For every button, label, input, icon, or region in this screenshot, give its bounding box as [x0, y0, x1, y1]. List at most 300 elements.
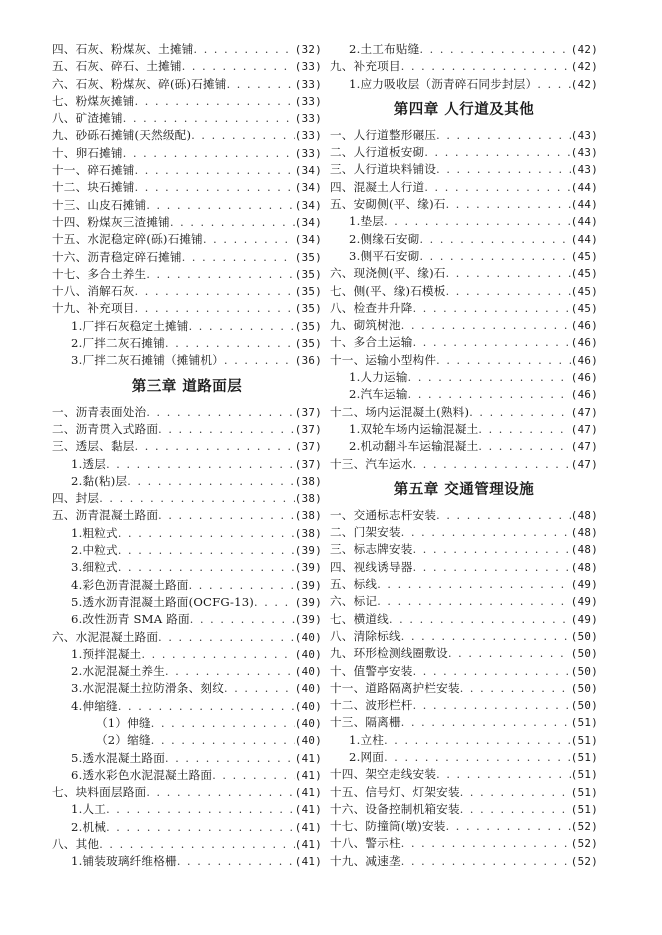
toc-entry-title: 1.垫层	[349, 214, 385, 229]
dot-leader	[401, 835, 571, 852]
dot-leader	[158, 629, 295, 646]
toc-entry-title: 2.土工布贴缝	[349, 42, 420, 56]
toc-entry-title: 六、水泥混凝土路面	[52, 629, 159, 644]
toc-entry[interactable]	[52, 490, 322, 507]
toc-entry-title: 十九、补充项目	[52, 301, 135, 316]
toc-entry-page: (47)	[570, 457, 598, 471]
toc-entry-page: (51)	[570, 785, 598, 799]
toc-entry-title: 3.厂拌二灰石摊铺（摊铺机）	[71, 353, 224, 368]
toc-entry-page: (48)	[570, 543, 598, 557]
dot-leader	[224, 352, 295, 369]
toc-entry-title: 2.汽车运输	[349, 387, 408, 402]
toc-entry-page: (41)	[294, 838, 322, 852]
toc-entry-title: 十七、防撞筒(墩)安装	[330, 819, 446, 834]
toc-entry-page: (35)	[294, 267, 322, 281]
toc-entry-page: (42)	[570, 43, 598, 56]
dot-leader	[106, 456, 295, 473]
dot-leader	[460, 801, 571, 818]
toc-entry-page: (50)	[570, 647, 598, 661]
toc-entry-page: (37)	[294, 422, 322, 436]
toc-entry[interactable]	[52, 283, 322, 300]
chapter-heading: 第三章 道路面层	[131, 378, 243, 395]
toc-entry-title: 十二、场内运混凝土(熟料)	[330, 404, 470, 419]
dot-leader	[436, 507, 571, 524]
toc-entry[interactable]	[330, 334, 598, 351]
dot-leader	[401, 853, 571, 870]
toc-entry-page: (39)	[294, 613, 322, 627]
toc-entry[interactable]	[330, 196, 598, 213]
dot-leader	[151, 715, 295, 732]
toc-entry[interactable]	[52, 507, 322, 524]
toc-entry[interactable]	[330, 835, 598, 852]
toc-entry-title: 六、标记	[330, 594, 378, 609]
toc-entry[interactable]	[330, 369, 598, 386]
toc-entry[interactable]	[52, 421, 322, 438]
toc-entry[interactable]	[330, 697, 598, 714]
dot-leader	[408, 386, 571, 403]
toc-entry-page: (42)	[570, 77, 598, 91]
toc-entry-title: 4.彩色沥青混凝土路面	[71, 577, 189, 592]
dot-leader	[135, 162, 295, 179]
toc-entry[interactable]	[330, 179, 598, 196]
toc-entry[interactable]	[52, 542, 322, 559]
toc-entry-page: (40)	[294, 647, 322, 661]
dot-leader	[118, 698, 295, 715]
toc-entry[interactable]	[52, 352, 322, 369]
dot-leader	[384, 213, 571, 230]
dot-leader	[389, 611, 571, 628]
toc-entry[interactable]	[52, 732, 322, 749]
dot-leader	[401, 58, 571, 75]
toc-entry-title: 四、混凝土人行道	[330, 179, 425, 194]
toc-entry-page: (51)	[570, 802, 598, 816]
toc-entry-title: 5.透水混凝土路面	[71, 750, 166, 765]
dot-leader	[537, 76, 570, 93]
dot-leader	[165, 663, 295, 680]
chapter-heading: 第四章 人行道及其他	[393, 101, 535, 118]
toc-entry[interactable]	[330, 248, 598, 265]
toc-entry-page: (47)	[570, 422, 598, 436]
toc-entry-page: (34)	[294, 181, 322, 195]
dot-leader	[446, 196, 571, 213]
dot-leader	[424, 144, 570, 161]
toc-entry-title: 1.透层	[71, 456, 107, 471]
toc-entry-title: 1.厂拌石灰稳定土摊铺	[71, 318, 189, 333]
toc-entry-title: 2.侧缘石安砌	[349, 231, 420, 246]
toc-entry-title: 八、检查井升降	[330, 300, 413, 315]
dot-leader	[151, 732, 295, 749]
toc-entry[interactable]	[52, 473, 322, 490]
toc-entry-page: (41)	[294, 855, 322, 869]
toc-entry[interactable]	[330, 645, 598, 662]
toc-entry[interactable]	[52, 145, 322, 162]
dot-leader	[436, 127, 571, 144]
dot-leader	[135, 283, 295, 300]
dot-leader	[446, 283, 571, 300]
toc-entry[interactable]	[330, 818, 598, 835]
toc-entry[interactable]	[330, 213, 598, 230]
toc-entry[interactable]	[52, 179, 322, 196]
toc-entry-page: (40)	[294, 665, 322, 679]
toc-entry-title: 十五、水泥稳定碎(砾)石摊铺	[52, 232, 203, 247]
toc-entry-title: 十、卵石摊铺	[52, 145, 123, 160]
dot-leader	[413, 300, 571, 317]
toc-entry-page: (40)	[294, 630, 322, 644]
toc-entry-page: (45)	[570, 249, 598, 263]
toc-entry-page: (45)	[570, 284, 598, 298]
toc-entry[interactable]	[52, 767, 322, 784]
toc-entry[interactable]	[330, 749, 598, 766]
toc-entry-page: (40)	[294, 699, 322, 713]
toc-entry[interactable]	[52, 197, 322, 214]
dot-leader	[99, 490, 295, 507]
toc-entry-page: (51)	[570, 716, 598, 730]
toc-entry[interactable]	[52, 110, 322, 127]
toc-entry[interactable]	[52, 214, 322, 231]
toc-entry-page: (38)	[294, 492, 322, 506]
toc-entry-title: 七、块料面层路面	[52, 785, 147, 800]
toc-entry-title: 一、沥青表面处治	[52, 404, 147, 419]
toc-entry[interactable]	[330, 127, 598, 144]
chapter-heading: 第五章 交通管理设施	[393, 481, 535, 498]
toc-entry[interactable]	[330, 300, 598, 317]
toc-entry-page: (35)	[294, 319, 322, 333]
toc-entry[interactable]	[330, 283, 598, 300]
toc-entry[interactable]	[52, 404, 322, 421]
dot-leader	[212, 767, 295, 784]
toc-entry-page: (40)	[294, 682, 322, 696]
toc-entry-page: (37)	[294, 405, 322, 419]
toc-entry[interactable]	[52, 698, 322, 715]
toc-entry[interactable]	[330, 507, 598, 524]
toc-entry[interactable]	[330, 541, 598, 558]
toc-entry-page: (37)	[294, 440, 322, 454]
dot-leader	[413, 663, 571, 680]
toc-entry[interactable]	[330, 144, 598, 161]
toc-entry-page: (50)	[570, 681, 598, 695]
dot-leader	[146, 404, 294, 421]
toc-entry[interactable]	[330, 559, 598, 576]
toc-entry-page: (46)	[570, 336, 598, 350]
toc-entry[interactable]	[52, 127, 322, 144]
toc-entry[interactable]	[52, 784, 322, 801]
toc-entry-title: 五、标线	[330, 577, 378, 592]
dot-leader	[227, 76, 295, 93]
dot-leader	[446, 818, 571, 835]
toc-entry-title: 三、透层、黏层	[52, 439, 135, 454]
toc-entry[interactable]	[52, 58, 322, 75]
toc-entry-title: 七、粉煤灰摊铺	[52, 93, 135, 108]
toc-entry-page: (33)	[294, 94, 322, 108]
toc-entry-page: (42)	[570, 60, 598, 74]
dot-leader	[478, 421, 570, 438]
toc-entry[interactable]	[52, 525, 322, 542]
toc-entry-page: (41)	[294, 768, 322, 782]
dot-leader	[118, 525, 295, 542]
toc-entry-page: (34)	[294, 233, 322, 247]
toc-entry-page: (38)	[294, 474, 322, 488]
dot-leader	[106, 819, 295, 836]
toc-entry-title: 十二、块石摊铺	[52, 180, 135, 195]
toc-entry[interactable]	[52, 231, 322, 248]
toc-entry-page: (46)	[570, 388, 598, 402]
toc-entry-page: (37)	[294, 457, 322, 471]
toc-entry-page: (41)	[294, 751, 322, 765]
toc-entry[interactable]	[330, 161, 598, 178]
toc-entry-page: (34)	[294, 198, 322, 212]
toc-entry[interactable]	[52, 836, 322, 853]
toc-entry-title: 1.预拌混凝土	[71, 646, 142, 661]
toc-entry-page: (40)	[294, 716, 322, 730]
toc-entry-title: 6.透水彩色水泥混凝土路面	[71, 767, 213, 782]
dot-leader	[127, 473, 295, 490]
toc-entry[interactable]	[330, 524, 598, 541]
toc-entry-page: (32)	[294, 43, 322, 56]
toc-entry-page: (44)	[570, 232, 598, 246]
toc-entry-page: (50)	[570, 629, 598, 643]
toc-entry[interactable]	[330, 404, 598, 421]
toc-entry[interactable]	[52, 335, 322, 352]
toc-entry[interactable]	[330, 611, 598, 628]
dot-leader	[401, 628, 571, 645]
toc-entry-title: 3.细粒式	[71, 560, 118, 575]
dot-leader	[141, 646, 294, 663]
dot-leader	[165, 750, 295, 767]
toc-entry[interactable]	[52, 41, 322, 58]
toc-entry-title: 1.粗粒式	[71, 525, 118, 540]
toc-entry[interactable]	[52, 300, 322, 317]
toc-entry-page: (46)	[570, 353, 598, 367]
toc-entry[interactable]	[330, 766, 598, 783]
toc-entry-title: 八、其他	[52, 837, 100, 852]
dot-leader	[460, 680, 571, 697]
dot-leader	[135, 438, 295, 455]
dot-leader	[194, 41, 295, 58]
toc-entry[interactable]	[52, 819, 322, 836]
toc-entry-title: 2.网面	[349, 749, 385, 764]
toc-entry[interactable]	[330, 352, 598, 369]
toc-entry-page: (34)	[294, 164, 322, 178]
toc-entry-page: (39)	[294, 578, 322, 592]
toc-entry-title: 八、矿渣摊铺	[52, 111, 123, 126]
toc-entry-title: 5.透水沥青混凝土路面(OCFG-13)	[71, 594, 255, 609]
toc-entry[interactable]	[52, 611, 322, 628]
dot-leader	[224, 680, 295, 697]
toc-entry-title: 二、人行道板安砌	[330, 145, 425, 160]
toc-entry[interactable]	[52, 93, 322, 110]
toc-entry[interactable]	[330, 265, 598, 282]
dot-leader	[469, 404, 571, 421]
toc-entry-title: 一、人行道整形碾压	[330, 127, 437, 142]
toc-entry[interactable]	[52, 559, 322, 576]
toc-entry-page: (50)	[570, 664, 598, 678]
dot-leader	[123, 110, 295, 127]
toc-entry[interactable]	[52, 801, 322, 818]
toc-entry-page: (39)	[294, 561, 322, 575]
toc-entry-title: 九、环形检测线圈敷设	[330, 646, 448, 661]
toc-entry[interactable]	[52, 594, 322, 611]
toc-entry[interactable]	[52, 715, 322, 732]
dot-leader	[135, 179, 295, 196]
dot-leader	[189, 318, 295, 335]
toc-entry-title: 2.机械	[71, 819, 107, 834]
dot-leader	[448, 645, 571, 662]
toc-entry-title: 四、封层	[52, 491, 100, 506]
toc-entry-title: 十一、道路隔离护栏安装	[330, 680, 460, 695]
toc-entry[interactable]	[52, 680, 322, 697]
toc-entry[interactable]	[330, 41, 598, 58]
toc-entry-page: (49)	[570, 578, 598, 592]
dot-leader	[478, 438, 570, 455]
toc-entry[interactable]	[52, 750, 322, 767]
toc-entry-page: (51)	[570, 768, 598, 782]
toc-entry[interactable]	[52, 266, 322, 283]
toc-entry[interactable]	[330, 714, 598, 731]
toc-entry-title: 十六、设备控制机箱安装	[330, 801, 460, 816]
toc-entry-page: (39)	[294, 595, 322, 609]
toc-entry[interactable]	[52, 577, 322, 594]
toc-entry-page: (45)	[570, 267, 598, 281]
dot-leader	[419, 248, 570, 265]
toc-entry-page: (49)	[570, 612, 598, 626]
toc-entry-title: 十三、隔离栅	[330, 715, 401, 730]
dot-leader	[401, 317, 571, 334]
toc-entry-title: 十、值警亭安装	[330, 663, 413, 678]
toc-entry-page: (33)	[294, 146, 322, 160]
toc-entry[interactable]	[330, 628, 598, 645]
toc-entry-title: 三、人行道块料铺设	[330, 162, 437, 177]
toc-entry[interactable]	[330, 456, 598, 473]
toc-entry[interactable]	[330, 421, 598, 438]
toc-entry[interactable]	[330, 680, 598, 697]
toc-entry[interactable]	[52, 456, 322, 473]
toc-entry[interactable]	[52, 646, 322, 663]
toc-entry-title: 十八、警示柱	[330, 836, 401, 851]
toc-entry[interactable]	[330, 784, 598, 801]
toc-entry-title: 八、清除标线	[330, 628, 401, 643]
toc-entry-page: (48)	[570, 560, 598, 574]
dot-leader	[436, 766, 571, 783]
toc-entry-page: (33)	[294, 129, 322, 143]
toc-entry-title: 十四、粉煤灰三渣摊铺	[52, 214, 170, 229]
dot-leader	[189, 577, 295, 594]
toc-entry[interactable]	[52, 76, 322, 93]
toc-entry-page: (35)	[294, 250, 322, 264]
toc-entry-title: （2）缩缝	[96, 733, 151, 748]
toc-entry[interactable]	[330, 801, 598, 818]
toc-entry-title: 六、现浇侧(平、缘)石	[330, 266, 446, 281]
dot-leader	[118, 559, 295, 576]
dot-leader	[177, 853, 295, 870]
toc-entry-title: 四、石灰、粉煤灰、土摊铺	[52, 42, 194, 56]
toc-entry-page: (46)	[570, 319, 598, 333]
toc-entry-title: 十六、沥青稳定碎石摊铺	[52, 249, 182, 264]
toc-entry-page: (51)	[570, 750, 598, 764]
toc-left-column	[52, 41, 322, 871]
toc-entry-title: 3.水泥混凝土拉防滑条、刻纹	[71, 681, 224, 696]
toc-entry-page: (45)	[570, 301, 598, 315]
toc-entry[interactable]	[330, 438, 598, 455]
toc-entry-title: 1.人工	[71, 802, 107, 817]
toc-entry-title: 十三、汽车运水	[330, 456, 413, 471]
toc-entry-title: 1.双轮车场内运输混凝土	[349, 421, 479, 436]
toc-entry-title: 十八、消解石灰	[52, 284, 135, 299]
toc-entry[interactable]	[52, 318, 322, 335]
dot-leader	[118, 542, 295, 559]
toc-entry-page: (36)	[294, 354, 322, 368]
toc-entry-page: (47)	[570, 405, 598, 419]
toc-entry-title: 1.铺装玻璃纤维格栅	[71, 854, 177, 869]
toc-entry[interactable]	[52, 249, 322, 266]
toc-right-column	[330, 41, 598, 870]
dot-leader	[413, 697, 571, 714]
toc-entry[interactable]	[52, 162, 322, 179]
toc-entry[interactable]	[330, 58, 598, 75]
toc-entry-page: (34)	[294, 215, 322, 229]
dot-leader	[413, 456, 571, 473]
toc-entry-page: (43)	[570, 128, 598, 142]
toc-entry[interactable]	[52, 853, 322, 870]
toc-entry[interactable]	[52, 438, 322, 455]
toc-entry-page: (41)	[294, 786, 322, 800]
toc-entry-title: 十、多合土运输	[330, 335, 413, 350]
toc-entry[interactable]	[330, 317, 598, 334]
toc-entry[interactable]	[52, 663, 322, 680]
toc-entry[interactable]	[52, 629, 322, 646]
toc-entry[interactable]	[330, 76, 598, 93]
toc-entry[interactable]	[330, 576, 598, 593]
toc-entry-title: 五、安砌侧(平、缘)石	[330, 197, 446, 212]
toc-entry-title: 九、补充项目	[330, 59, 401, 74]
toc-entry-page: (33)	[294, 112, 322, 126]
toc-entry-page: (44)	[570, 180, 598, 194]
toc-entry-title: 2.机动翻斗车运输混凝土	[349, 439, 479, 454]
toc-entry-title: 十三、山皮石摊铺	[52, 197, 147, 212]
toc-entry-page: (41)	[294, 803, 322, 817]
toc-entry[interactable]	[330, 386, 598, 403]
toc-entry-title: 1.人力运输	[349, 370, 408, 385]
dot-leader	[384, 749, 571, 766]
dot-leader	[419, 41, 570, 58]
toc-entry-page: (48)	[570, 526, 598, 540]
toc-entry-page: (44)	[570, 215, 598, 229]
toc-entry-title: 十二、波形栏杆	[330, 698, 413, 713]
toc-entry[interactable]	[330, 853, 598, 870]
dot-leader	[182, 249, 295, 266]
toc-entry-title: 九、砌筑树池	[330, 318, 401, 333]
dot-leader	[123, 145, 295, 162]
dot-leader	[182, 58, 295, 75]
dot-leader	[99, 836, 295, 853]
dot-leader	[436, 352, 571, 369]
toc-entry-title: 2.水泥混凝土养生	[71, 664, 166, 679]
toc-entry[interactable]	[330, 231, 598, 248]
dot-leader	[158, 421, 295, 438]
toc-entry-page: (35)	[294, 302, 322, 316]
dot-leader	[401, 524, 571, 541]
toc-entry[interactable]	[330, 663, 598, 680]
toc-entry[interactable]	[330, 593, 598, 610]
toc-entry-title: 十一、运输小型构件	[330, 352, 437, 367]
toc-entry[interactable]	[330, 732, 598, 749]
toc-entry-title: 五、沥青混凝土路面	[52, 508, 159, 523]
dot-leader	[424, 179, 570, 196]
dot-leader	[413, 559, 571, 576]
toc-entry-title: 十九、减速垄	[330, 853, 401, 868]
dot-leader	[135, 93, 295, 110]
toc-entry-page: (50)	[570, 699, 598, 713]
toc-entry-page: (41)	[294, 820, 322, 834]
